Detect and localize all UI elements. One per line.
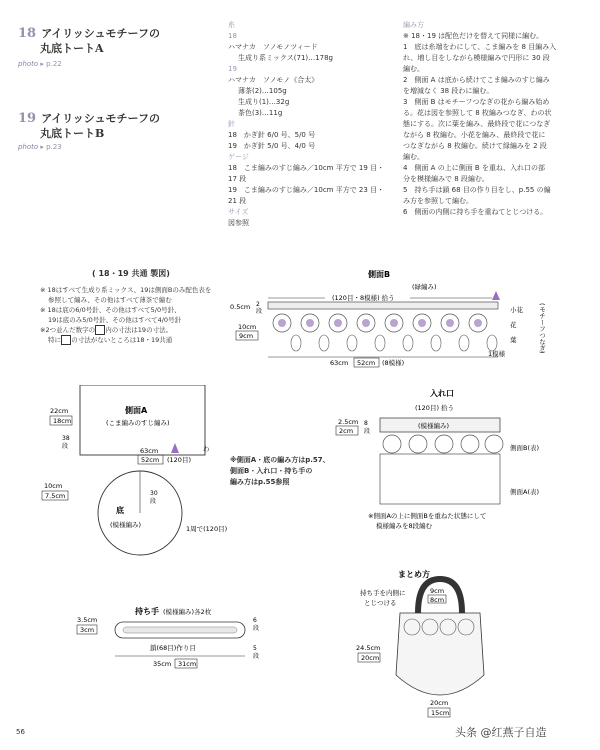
- finish-title: まとめ方: [398, 570, 430, 579]
- flower-motif: [329, 314, 347, 332]
- note-line: 19は底のみ5/0号針、その他はすべて4/0号針: [48, 316, 182, 324]
- flower-motif-row: [273, 314, 487, 332]
- dim-label: 0.5cm: [230, 303, 251, 311]
- direction-arrow: [171, 443, 179, 453]
- rows-label: 段: [150, 498, 157, 505]
- leaf-motif: [403, 335, 413, 351]
- method-line: れ、増し目をしながら模様編みで円形に 30 段: [403, 54, 550, 62]
- materials-19-color-3: 茶色(3)…11g: [238, 109, 283, 117]
- dim-label: 24.5cm: [356, 644, 381, 652]
- dim-label: 35cm: [153, 660, 172, 668]
- dim-label: 20cm: [361, 654, 380, 662]
- pattern-19-heading: [18, 107, 160, 126]
- note-line: 模様編みを8段編む: [376, 522, 433, 530]
- note-line: 特に: [48, 336, 61, 344]
- opening-title: 入れ口: [430, 389, 454, 398]
- flower-motif: [409, 435, 427, 453]
- method-line: る。花は図を参照して 8 枚編みつなぎ、わの状: [403, 109, 552, 117]
- method-line: ながら 8 枚編む。小花を編み、最終段で花に: [403, 131, 546, 139]
- page-number: 56: [16, 728, 25, 736]
- dim-label: 3cm: [80, 626, 95, 634]
- materials-18-yarn: ハマナカ ソノモノツィード: [228, 43, 318, 51]
- materials-block: [228, 20, 398, 229]
- dim-label: 10cm: [238, 323, 257, 331]
- rows-label: 5: [253, 645, 257, 652]
- dim-label: 2cm: [339, 427, 354, 435]
- method-line: を増減なく 38 段わに編む。: [403, 87, 494, 95]
- flower-motif: [485, 435, 503, 453]
- gauge-heading: ゲージ: [228, 153, 249, 161]
- gauge-18-line1: 18 こま編みのすじ編み／10cm 平方で 19 目・: [228, 164, 385, 172]
- note-line: 持ち手を内側に: [360, 589, 406, 597]
- label-one-repeat: 1模様: [488, 350, 506, 358]
- dim-label: 63cm: [140, 447, 159, 455]
- flower-motif: [383, 435, 401, 453]
- flower-motif: [385, 314, 403, 332]
- dim-label: 52cm: [357, 359, 376, 367]
- flower-motif: [301, 314, 319, 332]
- materials-18-amount: 生成り系ミックス(71)…178g: [238, 54, 333, 62]
- flower-motif: [435, 435, 453, 453]
- note-line: ※ 18はすべて生成り系ミックス、19は側面Bのみ配色表を: [40, 286, 212, 294]
- dim-label: 2: [256, 301, 260, 308]
- flower-motif: [469, 314, 487, 332]
- note-line: とじつける: [364, 599, 397, 607]
- needle-19: 19 かぎ針 5/0 号、4/0 号: [228, 142, 316, 150]
- circumference-label: 1周で(120目): [186, 525, 228, 533]
- rows-label: 段: [62, 443, 69, 450]
- materials-19-color-1: 薄茶(2)…105g: [238, 87, 287, 95]
- gauge-19-line2: 21 段: [228, 197, 247, 205]
- method-line: 態にする。次に葉を編み、最終段で花につなぎ: [403, 120, 551, 128]
- handle-title: 持ち手: [135, 607, 159, 616]
- note-line: ※ 18は底の6/0号針、その他はすべて5/0号針、: [40, 306, 181, 314]
- side-a-title: 側面A: [125, 406, 148, 415]
- method-line: 編む。: [403, 65, 424, 73]
- dim-label: (120目): [167, 456, 191, 464]
- leaf-motif: [291, 335, 301, 351]
- handle-sub: (模様編み)各2枚: [163, 608, 212, 616]
- pattern-title-line2: 丸底トートA: [40, 42, 104, 55]
- pattern-18-heading: [18, 22, 160, 41]
- gauge-19-line1: 19 こま編みのすじ編み／10cm 平方で 23 目・: [228, 186, 385, 194]
- opening-motif-row: [383, 435, 503, 453]
- note-line: の寸法がないところは18・19共通: [71, 336, 173, 344]
- materials-19-yarn: ハマナカ ソノモノ《合太》: [228, 76, 319, 84]
- side-b-title: 側面B: [368, 270, 391, 279]
- dim-label: 9cm: [430, 587, 445, 595]
- direction-arrow: [492, 291, 500, 300]
- method-line: 6 側面の内側に持ち手を重ねてとじつける。: [403, 208, 548, 216]
- flower-motif: [441, 314, 459, 332]
- label-flower: 花: [510, 321, 517, 329]
- ring-label: わ: [203, 445, 210, 453]
- reference-note: [230, 455, 330, 488]
- pattern-number: 19: [18, 111, 37, 126]
- dim-label: 20cm: [430, 699, 449, 707]
- pattern-number: 18: [18, 26, 37, 41]
- photo-ref: photo ▸ p.23: [18, 143, 62, 151]
- method-line: 編む。: [403, 153, 424, 161]
- leaf-motif: [375, 335, 385, 351]
- gauge-18-line2: 17 段: [228, 175, 247, 183]
- edge-band: [268, 302, 498, 309]
- method-line: 分を模様編みで 8 段編む。: [403, 175, 489, 183]
- label-motif: (モチーフつなぎ): [538, 303, 546, 354]
- photo-label: photo: [18, 143, 39, 151]
- note-line: ※側面Aの上に側面Bを重ねた状態にして: [368, 512, 487, 520]
- leaf-motif: [319, 335, 329, 351]
- dim-label: 3.5cm: [77, 616, 98, 624]
- side-b-diagram: [220, 265, 580, 375]
- note-line: ※2つ並んだ数字の: [40, 326, 96, 334]
- dim-label: (8模様): [382, 359, 405, 367]
- bottom-title: 底: [116, 506, 124, 515]
- note-line: 内の寸法は19の寸法。: [105, 326, 173, 334]
- pickup-label: (120目) 拾う: [415, 404, 455, 412]
- label-small-flower: 小花: [510, 306, 523, 314]
- dim-label: 2.5cm: [338, 418, 359, 426]
- rows-label: 38: [62, 435, 70, 442]
- dim-label: 7.5cm: [45, 492, 66, 500]
- rows-label: 6: [253, 617, 257, 624]
- rows-label: 段: [253, 625, 260, 632]
- photo-page: p.23: [46, 143, 62, 151]
- side-a-panel: [380, 454, 500, 504]
- rows-label: 30: [150, 490, 158, 497]
- method-line: ※ 18・19 は配色だけを替えて同様に編む。: [403, 32, 544, 40]
- leaf-motif: [459, 335, 469, 351]
- dim-label: 10cm: [44, 482, 63, 490]
- materials-19-label: 19: [228, 65, 237, 73]
- size-ref: 図参照: [228, 219, 249, 227]
- chain-label: 鎖(68目)作り目: [150, 644, 196, 652]
- method-line: つなぎながら 8 枚編む。続けて緑編みを 2 段: [403, 142, 547, 150]
- dim-label: 15cm: [431, 709, 450, 717]
- flower-motif: [413, 314, 431, 332]
- method-heading: 編み方: [403, 21, 424, 29]
- method-line: 3 側面 B はモチーフつなぎの花から編み始め: [403, 98, 550, 106]
- leaf-row: [291, 335, 497, 351]
- dim-label: 52cm: [141, 456, 160, 464]
- method-line: 1 底は糸端をわにして、こま編みを 8 目編み入: [403, 43, 557, 51]
- materials-18-label: 18: [228, 32, 237, 40]
- boxed-marker: [61, 335, 71, 345]
- pattern-title-line1: アイリッシュモチーフの: [41, 112, 160, 125]
- dim-label: 63cm: [330, 359, 349, 367]
- label-side-a: 側面A(表): [510, 488, 540, 496]
- label-leaf: 葉: [510, 336, 517, 344]
- needle-18: 18 かぎ針 6/0 号、5/0 号: [228, 131, 316, 139]
- method-line: 2 側面 A は底から続けてこま編みのすじ編み: [403, 76, 550, 84]
- flower-motif: [273, 314, 291, 332]
- dim-label: 段: [256, 308, 263, 315]
- band-label: (模様編み): [418, 422, 450, 430]
- photo-page: p.22: [46, 60, 62, 68]
- rows-label: 段: [253, 653, 260, 660]
- bottom-diagram: [40, 455, 240, 575]
- dim-label: 18cm: [53, 417, 72, 425]
- leaf-motif: [347, 335, 357, 351]
- dim-label: 8cm: [430, 596, 445, 604]
- note-line: 側面B・入れ口・持ち手の: [230, 467, 313, 475]
- method-block: [403, 20, 588, 218]
- watermark: 头条 @红燕子自造: [455, 726, 547, 739]
- materials-19-color-2: 生成り(1)…32g: [238, 98, 290, 106]
- finished-bag-diagram: [350, 565, 570, 725]
- handle-center-chain: [123, 627, 237, 633]
- method-line: 5 持ち手は鎖 68 目の作り目をし、p.55 の編: [403, 186, 551, 194]
- note-line: ※側面A・底の編み方はp.57、: [230, 456, 330, 464]
- needle-heading: 針: [228, 120, 235, 128]
- side-a-sub: (こま編みのすじ編み): [106, 419, 170, 427]
- pattern-title-line1: アイリッシュモチーフの: [41, 27, 160, 40]
- method-line: み方を参照して編む。: [403, 197, 473, 205]
- flower-motif: [461, 435, 479, 453]
- flower-motif: [357, 314, 375, 332]
- dim-label: 9cm: [239, 332, 254, 340]
- edge-label: (緑編み): [412, 283, 437, 291]
- handle-diagram: [75, 600, 275, 680]
- dim-label: 31cm: [178, 660, 197, 668]
- dim-label: 22cm: [50, 407, 69, 415]
- label-side-b: 側面B(表): [510, 444, 540, 452]
- common-notes: [40, 285, 240, 345]
- boxed-marker: [95, 325, 105, 335]
- bottom-sub: (模様編み): [110, 521, 142, 529]
- photo-ref: photo ▸ p.22: [18, 60, 62, 68]
- size-heading: サイズ: [228, 208, 249, 216]
- materials-heading: 糸: [228, 21, 235, 29]
- rows-label: 8: [364, 420, 368, 427]
- photo-label: photo: [18, 60, 39, 68]
- note-line: 参照して編み、その他はすべて薄茶で編む: [48, 296, 172, 304]
- leaf-motif: [431, 335, 441, 351]
- opening-diagram: [330, 388, 580, 538]
- leaf-motif: [487, 335, 497, 351]
- pickup-label: (120目・8模様) 拾う: [332, 294, 395, 302]
- common-chart-title: ( 18・19 共通 製図): [92, 269, 170, 278]
- rows-label: 段: [364, 428, 371, 435]
- pattern-title-line2: 丸底トートB: [40, 127, 105, 140]
- method-line: 4 側面 A の上に側面 B を重ね、入れ口の部: [403, 164, 545, 172]
- note-line: 編み方はp.55参照: [230, 478, 290, 486]
